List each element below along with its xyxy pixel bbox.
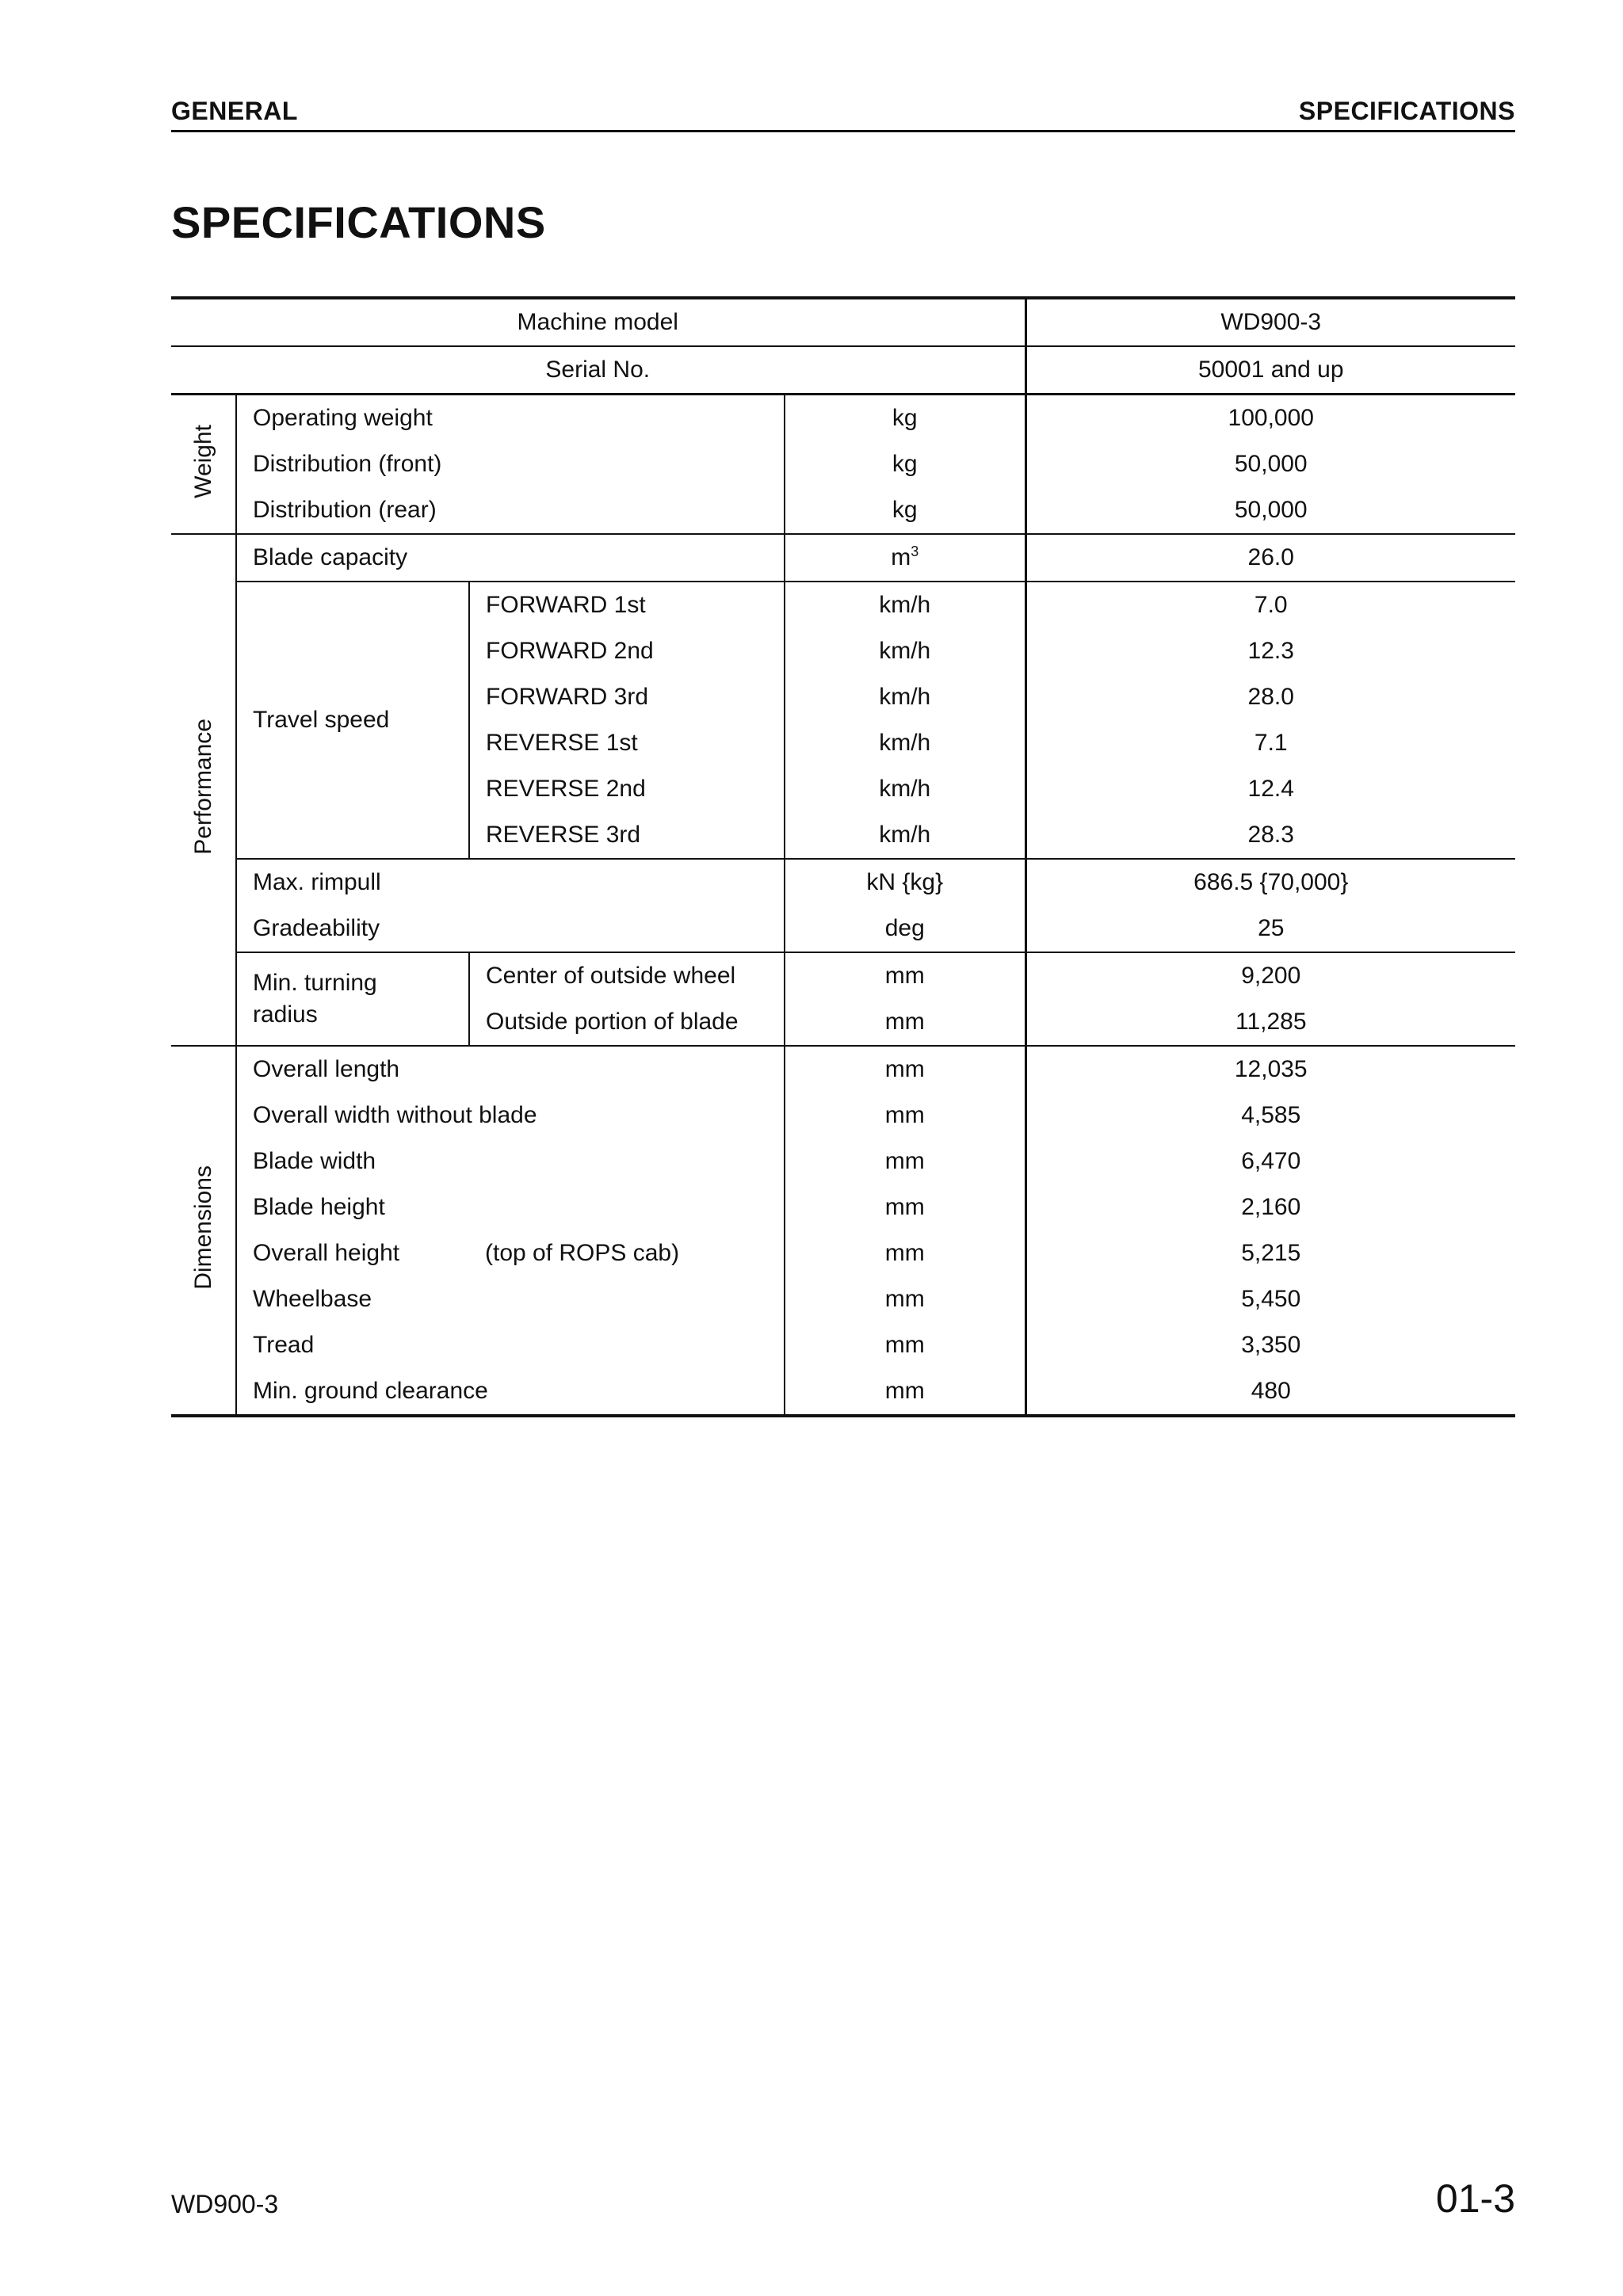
spec-item: Max. rimpull bbox=[236, 859, 785, 906]
table-row bbox=[171, 582, 1515, 628]
spec-unit: mm bbox=[785, 1276, 1025, 1322]
spec-value: 5,450 bbox=[1241, 1286, 1301, 1312]
spec-subitem: FORWARD 1st bbox=[469, 582, 785, 628]
table-row bbox=[171, 1046, 1515, 1093]
serial-value: 50001 and up bbox=[1197, 357, 1344, 383]
table-row bbox=[171, 487, 1515, 534]
spec-unit: mm bbox=[785, 1138, 1025, 1184]
spec-unit: kg bbox=[785, 487, 1025, 534]
spec-value: 7.1 bbox=[1254, 730, 1288, 756]
spec-item-turning-radius: Min. turning radius bbox=[236, 952, 469, 1046]
machine-model-value: WD900-3 bbox=[1220, 309, 1322, 335]
spec-value: 12.4 bbox=[1247, 776, 1294, 802]
spec-unit: $m^3$ bbox=[785, 534, 1025, 582]
table-row bbox=[171, 395, 1515, 442]
spec-unit: km/h bbox=[785, 812, 1025, 859]
page-title: SPECIFICATIONS bbox=[171, 197, 546, 247]
spec-item: Distribution (rear) bbox=[236, 487, 785, 534]
table-row bbox=[171, 441, 1515, 487]
spec-unit: mm bbox=[785, 1184, 1025, 1230]
table-row bbox=[171, 859, 1515, 906]
spec-unit: mm bbox=[785, 1322, 1025, 1368]
spec-item: Min. ground clearance bbox=[236, 1368, 785, 1416]
spec-unit: mm bbox=[785, 1093, 1025, 1138]
table-row bbox=[171, 1230, 1515, 1276]
header-rule bbox=[171, 130, 1515, 132]
table-row bbox=[171, 534, 1515, 582]
machine-model-label: Machine model bbox=[171, 298, 1025, 346]
spec-item-note: (top of ROPS cab) bbox=[469, 1230, 785, 1276]
spec-unit: deg bbox=[785, 906, 1025, 952]
spec-value: 5,215 bbox=[1241, 1240, 1301, 1266]
spec-value: 4,585 bbox=[1241, 1102, 1301, 1128]
spec-unit: km/h bbox=[785, 674, 1025, 720]
table-row bbox=[171, 1322, 1515, 1368]
spec-value: 12.3 bbox=[1247, 638, 1294, 664]
table-row bbox=[171, 906, 1515, 952]
spec-unit: km/h bbox=[785, 766, 1025, 812]
spec-unit: kg bbox=[785, 441, 1025, 487]
spec-value: 6,470 bbox=[1241, 1148, 1301, 1174]
spec-value: 2,160 bbox=[1241, 1194, 1301, 1220]
spec-value: 28.3 bbox=[1247, 822, 1294, 848]
spec-unit: mm bbox=[785, 1368, 1025, 1416]
table-row bbox=[171, 1138, 1515, 1184]
spec-subitem: Center of outside wheel bbox=[469, 952, 785, 999]
group-label-performance: Performance bbox=[171, 534, 236, 1046]
machine-model-row bbox=[171, 298, 1515, 346]
spec-value: 3,350 bbox=[1241, 1332, 1301, 1358]
spec-value: 100,000 bbox=[1228, 405, 1314, 431]
header-section-title: GENERAL bbox=[171, 97, 298, 125]
spec-subitem: Outside portion of blade bbox=[469, 999, 785, 1046]
footer-model: WD900-3 bbox=[171, 2190, 279, 2218]
spec-item: Overall length bbox=[236, 1046, 785, 1093]
spec-unit: km/h bbox=[785, 720, 1025, 766]
spec-value: 686.5 {70,000} bbox=[1193, 869, 1349, 895]
table-row bbox=[171, 1276, 1515, 1322]
spec-value: 26.0 bbox=[1247, 544, 1294, 570]
spec-value: 50,000 bbox=[1234, 451, 1308, 477]
spec-item: Overall width without blade bbox=[236, 1093, 785, 1138]
page-number: 01-3 bbox=[1435, 2176, 1515, 2221]
table-row bbox=[171, 952, 1515, 999]
spec-unit: mm bbox=[785, 1230, 1025, 1276]
table-row bbox=[171, 1093, 1515, 1138]
spec-value: 12,035 bbox=[1234, 1056, 1308, 1082]
spec-item: Blade capacity bbox=[236, 534, 785, 582]
spec-value: 25 bbox=[1258, 915, 1285, 941]
spec-item: Tread bbox=[236, 1322, 785, 1368]
spec-subitem: REVERSE 2nd bbox=[469, 766, 785, 812]
spec-unit: kg bbox=[785, 395, 1025, 442]
header-chapter-title: SPECIFICATIONS bbox=[1298, 97, 1515, 125]
spec-item: Blade width bbox=[236, 1138, 785, 1184]
serial-row bbox=[171, 346, 1515, 395]
spec-item: Operating weight bbox=[236, 395, 785, 442]
spec-unit: mm bbox=[785, 952, 1025, 999]
spec-unit: mm bbox=[785, 999, 1025, 1046]
spec-unit: kN {kg} bbox=[785, 859, 1025, 906]
spec-item: Overall height bbox=[253, 1240, 400, 1266]
spec-item: Wheelbase bbox=[236, 1276, 785, 1322]
spec-item-travel-speed: Travel speed bbox=[236, 582, 469, 859]
spec-subitem: FORWARD 2nd bbox=[469, 628, 785, 674]
spec-unit: km/h bbox=[785, 628, 1025, 674]
table-row bbox=[171, 1184, 1515, 1230]
spec-value: 50,000 bbox=[1234, 497, 1308, 523]
spec-value: 7.0 bbox=[1254, 592, 1288, 618]
spec-subitem: FORWARD 3rd bbox=[469, 674, 785, 720]
spec-value: 11,285 bbox=[1235, 1009, 1307, 1035]
spec-unit: km/h bbox=[785, 582, 1025, 628]
spec-value: 28.0 bbox=[1247, 684, 1294, 710]
spec-subitem: REVERSE 1st bbox=[469, 720, 785, 766]
spec-item: Distribution (front) bbox=[236, 441, 785, 487]
serial-label: Serial No. bbox=[171, 346, 1025, 395]
spec-unit: mm bbox=[785, 1046, 1025, 1093]
spec-item: Gradeability bbox=[236, 906, 785, 952]
spec-value: 480 bbox=[1251, 1378, 1291, 1404]
table-row bbox=[171, 1368, 1515, 1416]
spec-item: Blade height bbox=[236, 1184, 785, 1230]
group-label-weight: Weight bbox=[171, 395, 236, 535]
specifications-table bbox=[171, 296, 1515, 1417]
spec-subitem: REVERSE 3rd bbox=[469, 812, 785, 859]
spec-value: 9,200 bbox=[1241, 963, 1301, 989]
group-label-dimensions: Dimensions bbox=[171, 1046, 236, 1416]
